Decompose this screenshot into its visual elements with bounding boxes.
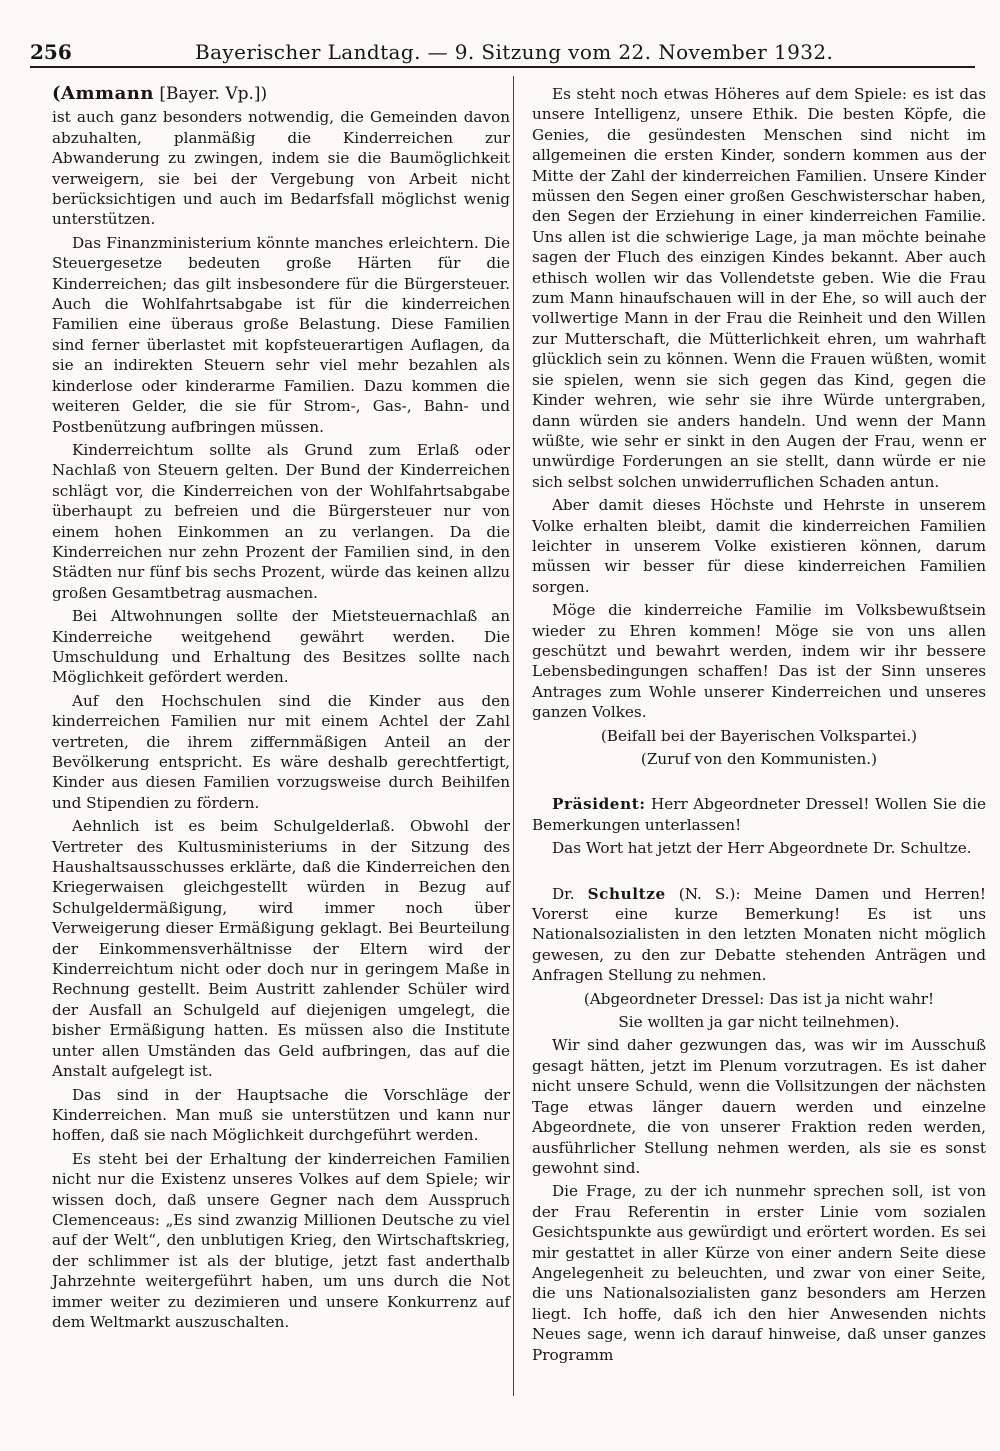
paragraph: Aber damit dieses Höchste und Hehrste in unserem Volke erhalten bleibt, damit die kinderreichen Familien leichter in unserem Volke existieren können, darum müssen wir besser für diese kinderreichen Familien sorgen. [532,496,986,596]
paragraph: Die Frage, zu der ich nunmehr sprechen soll, ist von der Frau Referentin in erster Linie vom sozialen Gesichtspunkte aus gewürdigt und erörtert worden. Es sei mir gestattet in aller Kürze von einer andern Seite diese Angelegenheit zu beleuchten, und zwar von einer Seite, die uns Nationalsozialisten ganz besonders am Herzen liegt. Ich hoffe, daß ich den hier Anwesenden nichts Neues sage, wenn ich darauf hinweise, daß unser ganzes Programm [532,1182,986,1364]
president-statement [532,794,986,835]
paragraph: Aehnlich ist es beim Schulgelderlaß. Obwohl der Vertreter des Kultusministeriums in der Sitzung des Haushaltsausschusses erklärte, daß die Kinderreichen den Kriegerwaisen gleichgestellt würden in Bezug auf Schulgeldermäßigung, wird immer noch über Verweigerung dieser Ermäßigung geklagt. Bei Beurteilung der Einkommensverhältnisse der Eltern wird der Kinderreichtum nicht oder doch nur in geringem Maße in Rechnung gestellt. Beim Austritt zahlender Schüler wird der Ausfall an Schulgeld auf diejenigen umgelegt, die bisher Ermäßigung hatten. Es müssen also die Institute unter allen Umständen das Geld aufbringen, das auf die Anstalt aufgelegt ist. [52,817,510,1081]
schultze-intro-text: (N. S.): Meine Damen und Herren! Vorerst eine kurze Bemerkung! Es ist uns Nationalsozialisten in den letzten Monaten nicht möglich gewesen, zu den zur Debatte stehenden Anträgen und Anfragen Stellung zu nehmen. [532,884,987,985]
running-title: Bayerischer Landtag. — 9. Sitzung vom 22. November 1932. [195,40,834,64]
paragraph: Das Finanzministerium könnte manches erleichtern. Die Steuergesetze bedeuten große Härten für die Kinderreichen; das gilt insbesondere für die Bürgersteuer. Auch die Wohlfahrtsabgabe ist für die kinderreichen Familien eine überaus große Belastung. Diese Familien sind ferner überlastet mit kopfsteuerartigen Auflagen, da sie an indirekten Steuern sehr viel mehr bezahlen als kinderlose oder kinderarme Familien. Dazu kommen die weiteren Gelder, die sie für Strom-, Gas-, Bahn- und Postbenützung aufbringen müssen. [52,233,510,436]
paragraph: Wir sind daher gezwungen das, was wir im Ausschuß gesagt hätten, jetzt im Plenum vorzutragen. Es ist daher nicht unsere Schuld, wenn die Vollsitzungen der nächsten Tage etwas länger dauern werden und einzelne Abgeordnete, die von unserer Fraktion reden werden, ausführlicher Stellung nehmen werden, als sie es sonst gewohnt sind. [532,1036,986,1177]
president-floor: Das Wort hat jetzt der Herr Abgeordnete Dr. Schultze. [552,839,972,858]
paragraph: Auf den Hochschulen sind die Kinder aus den kinderreichen Familien nur mit einem Achtel der Zahl vertreten, die ihrem ziffernmäßigen Anteil an der Bevölkerung entspricht. Es wäre deshalb gerechtfertigt, Kinder aus diesen Familien vorzugsweise durch Beihilfen und Stipendien zu fördern. [52,691,510,812]
paragraph: Das sind in der Hauptsache die Vorschläge der Kinderreichen. Man muß sie unterstützen und kann nur hoffen, daß sie nach Möglichkeit durchgeführt werden. [52,1085,510,1145]
paragraph: Es steht noch etwas Höheres auf dem Spiele: es ist das unsere Intelligenz, unsere Ethik. Die besten Köpfe, die Genies, die gesündesten Menschen sind nicht im allgemeinen die ersten Kinder, sondern kommen aus der Mitte der Zahl der kinderreichen Familien. Unsere Kinder müssen den Segen einer großen Geschwisterschar haben, den Segen der Erziehung in einer kinderreichen Familie. Uns allen ist die schwierige Lage, ja man möchte beinahe sagen der Fluch des einzigen Kindes bekannt. Aber auch ethisch wollen wir das Vollendetste geben. Wie die Frau zum Mann hinaufschauen will in der Ehe, so will auch der vollwertige Mann in der Frau die Reinheit und den Willen zur Mutterschaft, die Mütterlichkeit ehren, um wahrhaft glücklich sein zu können. Wenn die Frauen wüßten, womit sie spielen, wenn sie sich gegen das Kind, gegen die Kinder wehren, wie sehr sie ihre Würde untergraben, dann würden sie anders handeln. Und wenn der Mann wüßte, wie sehr er sinkt in den Augen der Frau, wenn er unwürdige Forderungen an sie stellt, dann würde er nie sich selbst solchen unwiderruflichen Schaden antun. [532,85,986,491]
paragraph: Möge die kinderreiche Familie im Volksbewußtsein wieder zu Ehren kommen! Möge sie von uns allen geschützt und bewahrt werden, indem wir ihr bessere Lebensbedingungen schaffen! Das ist der Sinn unseres Antrages zum Wohle unserer Kinderreichen und unseres ganzen Volkes. [532,601,986,722]
right-column [532,84,986,1368]
interjection-line-2: Sie wollten ja gar nicht teilnehmen). [618,1013,900,1032]
shout-note: (Zuruf von den Kommunisten.) [640,750,878,768]
column-divider [513,76,514,1396]
header-rule [30,66,975,68]
page-header [30,36,975,70]
paragraph: ist auch ganz besonders notwendig, die Gemeinden davon abzuhalten, planmäßig die Kinderreichen zur Abwanderung zu zwingen, indem sie die Baumöglichkeit verweigern, sie bei der Vergebung von Arbeit nicht berücksichtigen und auch im Bedarfsfall möglichst wenig unterstützen. [52,108,510,229]
speaker-party: [Bayer. Vp.]) [159,84,268,104]
schultze-title: Dr. [552,884,575,903]
interjection-line-1: (Abgeordneter Dressel: Das ist ja nicht wahr! [583,989,935,1008]
applause-note: (Beifall bei der Bayerischen Volkspartei.) [600,726,918,745]
schultze-speech-intro [532,884,986,986]
page-number: 256 [30,40,72,64]
paragraph: Bei Altwohnungen sollte der Mietsteuernachlaß an Kinderreiche weitgehend gewährt werden. Die Umschuldung und Erhaltung des Besitzes sollte nach Möglichkeit gefördert werden. [52,607,510,687]
left-column [52,84,510,1335]
paragraph: Kinderreichtum sollte als Grund zum Erlaß oder Nachlaß von Steuern gelten. Der Bund der Kinderreichen schlägt vor, die Kinderreichen von der Wohlfahrtsabgabe überhaupt zu befreien und die Bürgersteuer nur von einem hohen Einkommen an zu verlangen. Da die Kinderreichen nur zehn Prozent der Familien sind, in den Städten nur fünf bis sechs Prozent, würde das keinen allzu großen Gesamtbetrag ausmachen. [52,440,510,602]
paragraph: Es steht bei der Erhaltung der kinderreichen Familien nicht nur die Existenz unseres Volkes auf dem Spiele; wir wissen doch, daß unsere Gegner nach dem Ausspruch Clemenceaus: „Es sind zwanzig Millionen Deutsche zu viel auf der Welt“, den unblutigen Krieg, den Wirtschaftskrieg, der schlimmer ist als der blutige, jetzt fast anderthalb Jahrzehnte weitergeführt haben, um uns durch die Not immer weiter zu dezimieren und unsere Konkurrenz auf dem Weltmarkt auszuschalten. [52,1149,510,1331]
section-gap [532,772,986,794]
section-gap [532,862,986,884]
president-label: Präsident: [552,795,646,814]
schultze-name: Schultze [587,884,666,903]
speaker-heading [52,84,510,104]
speaker-name: (Ammann [52,83,154,104]
president-text: Herr Abgeordneter Dressel! Wollen Sie die Bemerkungen unterlassen! [532,795,986,834]
